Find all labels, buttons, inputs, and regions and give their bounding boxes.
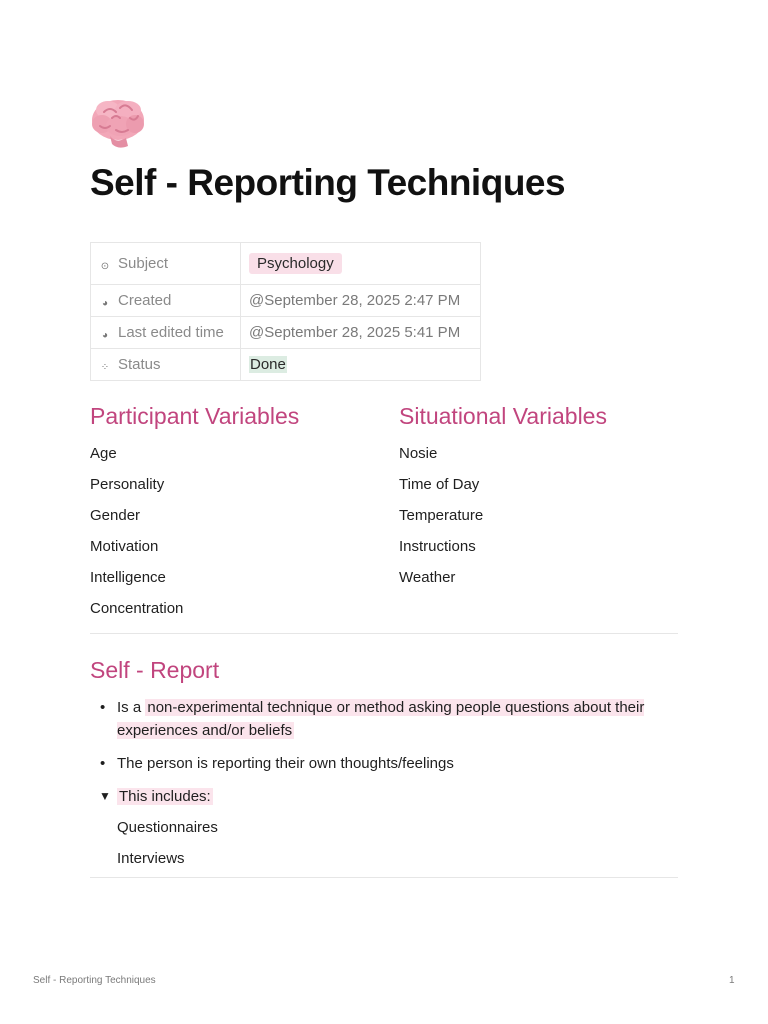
self-report-section	[90, 654, 678, 874]
list-item: Concentration	[90, 600, 184, 617]
property-value: @September 28, 2025 5:41 PM	[241, 317, 481, 349]
status-badge[interactable]: Done	[250, 356, 286, 373]
brain-icon	[90, 96, 146, 148]
list-item: Personality	[90, 476, 165, 493]
section-heading: Self - Report	[90, 657, 220, 683]
property-key: Status	[118, 356, 161, 373]
toggle-label: This includes:	[119, 788, 211, 805]
page-title: Self - Reporting Techniques	[90, 162, 566, 203]
bullet-item: • Is a non-experimental technique or method asking people questions about their experiences and/or beliefs	[90, 696, 678, 742]
property-value: @September 28, 2025 2:47 PM	[241, 285, 481, 317]
list-item: Instructions	[399, 538, 476, 555]
property-key: Last edited time	[118, 324, 224, 341]
section-heading: Situational Variables	[399, 403, 607, 429]
clock-icon: ◕	[101, 330, 109, 341]
property-key: Created	[118, 292, 172, 309]
divider	[90, 633, 678, 634]
target-icon: ⊙	[100, 261, 110, 272]
list-item: Motivation	[90, 538, 159, 555]
divider	[90, 877, 678, 878]
page-number: 1	[729, 975, 735, 986]
property-key: Subject	[118, 255, 169, 272]
status-icon: ⁘	[100, 362, 110, 373]
list-item: Intelligence	[90, 569, 166, 586]
list-item: Nosie	[399, 445, 438, 462]
bullet-dot-icon: •	[100, 755, 106, 772]
clock-icon: ◕	[101, 298, 109, 309]
property-row-status[interactable]	[91, 349, 481, 381]
property-row-last-edited[interactable]	[91, 317, 481, 349]
highlighted-text: non-experimental technique or method asking people questions about their experiences and/or beliefs	[117, 699, 645, 739]
subject-tag[interactable]: Psychology	[249, 253, 342, 274]
toggle-child-item: Questionnaires	[117, 819, 218, 836]
property-row-subject[interactable]	[91, 243, 481, 285]
toggle-triangle-icon[interactable]: ▼	[99, 789, 111, 803]
section-heading: Participant Variables	[90, 403, 300, 429]
participant-variables-column	[90, 400, 380, 624]
footer-title: Self - Reporting Techniques	[33, 975, 156, 986]
properties-table	[90, 242, 481, 381]
list-item: Time of Day	[399, 476, 480, 493]
list-item: Weather	[399, 569, 456, 586]
bullet-dot-icon: •	[100, 699, 106, 716]
toggle-child-item: Interviews	[117, 850, 185, 867]
property-row-created[interactable]	[91, 285, 481, 317]
list-item: Age	[90, 445, 117, 462]
bullet-list	[90, 696, 678, 775]
list-item: Gender	[90, 507, 141, 524]
bullet-item: • The person is reporting their own thoughts/feelings	[90, 752, 678, 775]
toggle-block[interactable]	[90, 785, 678, 808]
list-item: Temperature	[399, 507, 484, 524]
situational-variables-column	[399, 400, 679, 593]
